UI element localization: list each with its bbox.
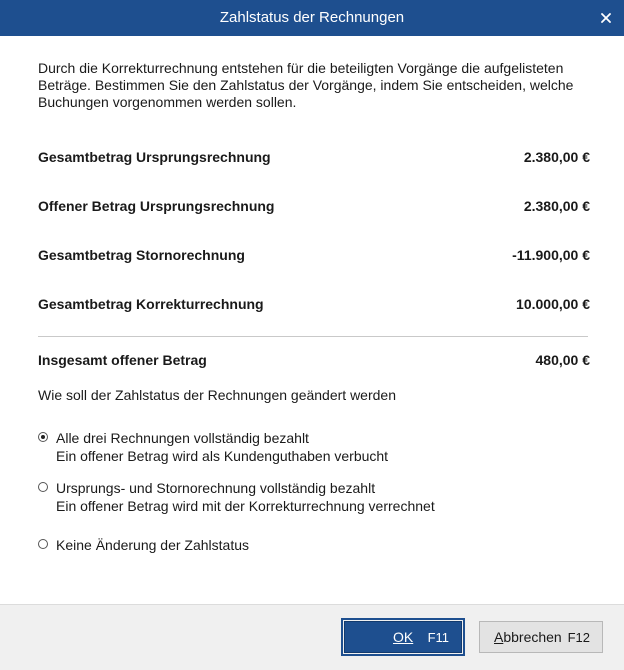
option-line-1: Keine Änderung der Zahlstatus (56, 537, 250, 553)
option-text (56, 536, 249, 554)
option-line-2: Ein offener Betrag wird mit der Korrekturrechnung verrechnet (56, 498, 435, 514)
amount-label: Gesamtbetrag Korrekturrechnung (38, 296, 264, 312)
cancel-label-mnemonic: A (494, 629, 504, 645)
option-no-change[interactable] (38, 536, 590, 554)
intro-text: Durch die Korrekturrechnung entstehen für die beteiligten Vorgänge die aufgelisteten Beträge. Bestimmen Sie den Zahlstatus der Vorgänge, indem Sie entscheiden, welche Buchungen vorgenommen werden sollen. (38, 60, 574, 110)
amount-value: 2.380,00 € (523, 149, 590, 165)
window-title: Zahlstatus der Rechnungen (219, 9, 405, 26)
amount-row-correction-total (38, 296, 590, 316)
ok-label: OK (393, 629, 414, 645)
title-bar (0, 0, 624, 36)
cancel-button[interactable] (479, 621, 603, 653)
total-value: 480,00 € (535, 352, 590, 368)
option-text (56, 479, 435, 515)
option-all-paid[interactable] (38, 429, 590, 467)
cancel-shortcut: F12 (567, 629, 590, 645)
close-button[interactable] (588, 0, 624, 36)
option-line-1: Alle drei Rechnungen vollständig bezahlt (56, 430, 309, 446)
amount-label: Gesamtbetrag Stornorechnung (38, 247, 245, 263)
button-bar (0, 604, 624, 670)
radio-button[interactable] (38, 482, 48, 492)
option-line-2: Ein offener Betrag wird als Kundenguthaben verbucht (56, 448, 389, 464)
amount-value: 2.380,00 € (523, 198, 590, 214)
cancel-label (494, 629, 562, 645)
option-original-and-cancellation-paid[interactable] (38, 479, 590, 517)
option-line-1: Ursprungs- und Stornorechnung vollständig bezahlt (56, 480, 376, 496)
amount-value: -11.900,00 € (512, 247, 590, 263)
amount-row-cancellation-total (38, 247, 590, 267)
radio-button[interactable] (38, 539, 48, 549)
amount-value: 10.000,00 € (516, 296, 590, 312)
cancel-label-rest: bbrechen (503, 629, 562, 645)
question-label: Wie soll der Zahlstatus der Rechnungen geändert werden (38, 387, 396, 403)
amount-row-original-total (38, 149, 590, 169)
option-text (56, 429, 388, 465)
radio-button[interactable] (38, 432, 48, 442)
divider (38, 336, 588, 337)
close-icon (601, 13, 611, 23)
total-label: Insgesamt offener Betrag (38, 352, 207, 368)
amount-row-original-open (38, 198, 590, 218)
intro-section (38, 60, 590, 111)
ok-shortcut: F11 (427, 629, 449, 645)
ok-button[interactable] (344, 621, 462, 653)
amount-label: Offener Betrag Ursprungsrechnung (38, 198, 275, 214)
amount-label: Gesamtbetrag Ursprungsrechnung (38, 149, 271, 165)
amount-row-total-open (38, 352, 590, 372)
